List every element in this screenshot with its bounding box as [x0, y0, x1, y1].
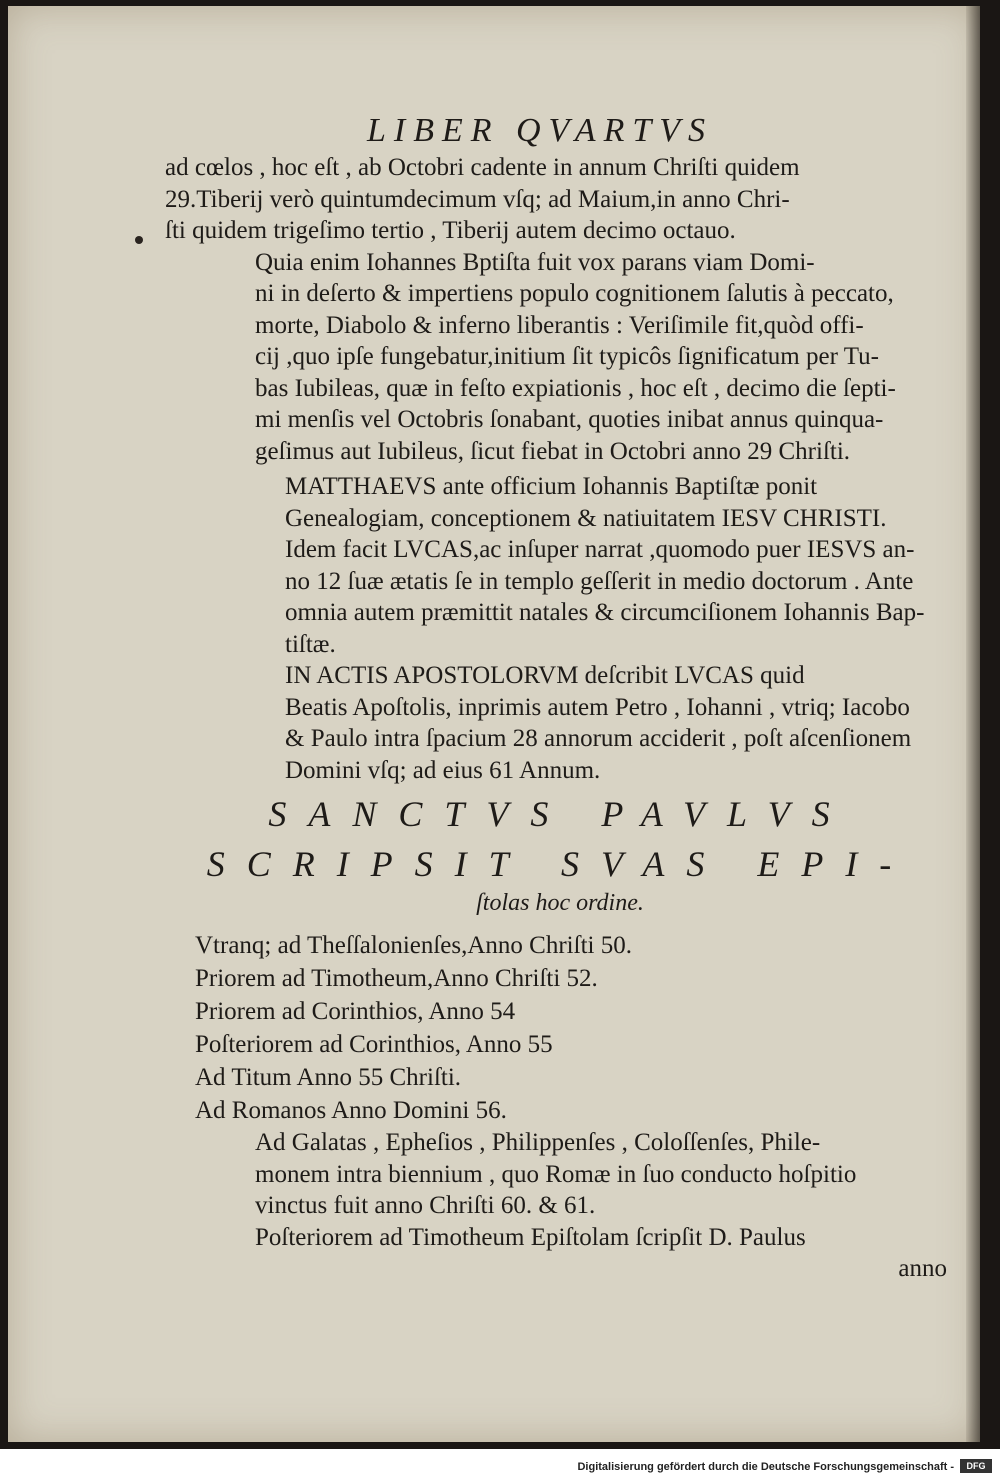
text-block [165, 112, 955, 1284]
text-line: Genealogiam, conceptionem & natiuitatem IESV CHRISTI. [285, 504, 887, 532]
text-line: cij ,quo ipſe fungebatur,initium ſit typicôs ſignificatum per Tu- [255, 343, 879, 370]
text-line: ni in deſerto & impertiens populo cognitionem ſalutis à peccato, [255, 280, 894, 307]
list-item: Ad Romanos Anno Domini 56. [195, 1097, 507, 1124]
text-line: Poſteriorem ad Timotheum Epiſtolam ſcripſit D. Paulus [255, 1223, 806, 1251]
text-line: MATTHAEVS ante officium Iohannis Baptiſtæ ponit [285, 473, 818, 500]
text-line: ſti quidem trigeſimo tertio , Tiberij autem decimo octauo. [165, 217, 736, 244]
text-line: geſimus aut Iubileus, ſicut fiebat in Octobri anno 29 Chriſti. [255, 437, 851, 465]
section-heading-line-2: SCRIPSIT SVAS EPI- [206, 844, 914, 884]
running-head: LIBER QVARTVS [366, 112, 714, 149]
epistle-list [195, 929, 955, 1127]
paragraph-1 [165, 152, 955, 247]
marginal-mark [135, 236, 143, 244]
paragraph-4 [165, 660, 955, 786]
text-line: Domini vſq; ad eius 61 Annum. [285, 756, 601, 784]
text-line: morte, Diabolo & inferno liberantis : Veriſimile fit,quòd offi- [255, 311, 864, 339]
list-item: Ad Titum Anno 55 Chriſti. [195, 1064, 462, 1091]
text-line: tiſtæ. [285, 630, 336, 658]
text-line: omnia autem præmittit natales & circumciſionem Iohannis Bap- [285, 599, 925, 626]
text-line: bas Iubileas, quæ in feſto expiationis , hoc eſt , decimo die ſepti- [255, 374, 896, 402]
text-line: no 12 ſuæ ætatis ſe in templo geſſerit in medio doctorum . Ante [285, 567, 914, 595]
dfg-logo-icon: DFG [960, 1459, 992, 1473]
text-line: 29.Tiberij verò quintumdecimum vſq; ad Maium,in anno Chri- [165, 185, 790, 213]
catchword: anno [898, 1255, 947, 1282]
binding-edge [966, 6, 980, 1442]
text-line: ad cœlos , hoc eſt , ab Octobri cadente in annum Chriſti quidem [165, 154, 800, 181]
text-line: IN ACTIS APOSTOLORVM deſcribit LVCAS quid [285, 662, 805, 689]
paragraph-3 [165, 471, 955, 660]
list-item: Priorem ad Timotheum,Anno Chriſti 52. [195, 965, 598, 992]
list-item: Priorem ad Corinthios, Anno 54 [195, 998, 516, 1025]
text-line: mi menſis vel Octobris ſonabant, quoties inibat annus quinqua- [255, 406, 884, 433]
text-line: vinctus fuit anno Chriſti 60. & 61. [255, 1192, 596, 1219]
section-heading-line-1: SANCTVS PAVLVS [268, 794, 852, 834]
text-line: Ad Galatas , Epheſios , Philippenſes , Coloſſenſes, Phile- [255, 1129, 821, 1156]
list-item: Poſteriorem ad Corinthios, Anno 55 [195, 1031, 553, 1058]
text-line: Beatis Apoſtolis, inprimis autem Petro , Iohanni , vtriq; Iacobo [285, 693, 910, 721]
text-line: Idem facit LVCAS,ac inſuper narrat ,quomodo puer IESVS an- [285, 536, 915, 563]
text-line: monem intra biennium , quo Romæ in ſuo conducto hoſpitio [255, 1160, 857, 1188]
text-line: Quia enim Iohannes Bptiſta fuit vox parans viam Domi- [255, 248, 815, 276]
text-line: & Paulo intra ſpacium 28 annorum acciderit , poſt aſcenſionem [285, 725, 912, 752]
footer-credit: Digitalisierung gefördert durch die Deutsche Forschungsgemeinschaft - [577, 1461, 954, 1473]
paragraph-6 [165, 1222, 955, 1254]
paragraph-5 [165, 1127, 955, 1222]
list-item: Vtranq; ad Theſſalonienſes,Anno Chriſti 50. [195, 932, 632, 959]
section-heading-line-3: ſtolas hoc ordine. [476, 890, 644, 916]
paragraph-2 [165, 247, 955, 468]
